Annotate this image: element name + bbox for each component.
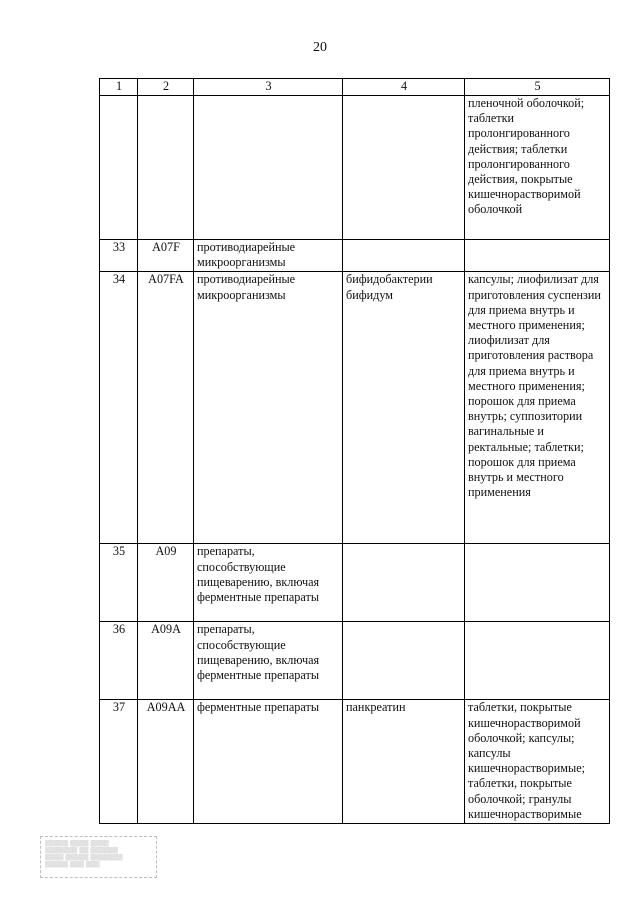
table-row bbox=[100, 544, 610, 622]
dosage-forms-cell bbox=[465, 544, 610, 622]
dosage-forms-cell bbox=[465, 622, 610, 700]
row-number-cell: 36 bbox=[100, 622, 138, 700]
column-header: 3 bbox=[194, 79, 343, 96]
dosage-forms-cell: таблетки, покрытые кишечнорастворимой оболочкой; капсулы; капсулы кишечнорастворимые; таблетки, покрытые оболочкой; гранулы кишечнорастворимые bbox=[465, 700, 610, 824]
dosage-forms-cell: пленочной оболочкой; таблетки пролонгированного действия; таблетки пролонгированного действия, покрытые кишечнорастворимой оболочкой bbox=[465, 96, 610, 240]
atc-code-cell: A09A bbox=[138, 622, 194, 700]
column-header: 4 bbox=[343, 79, 465, 96]
column-header: 1 bbox=[100, 79, 138, 96]
substance-cell bbox=[343, 240, 465, 272]
atc-code-cell bbox=[138, 96, 194, 240]
row-number-cell: 37 bbox=[100, 700, 138, 824]
group-cell: препараты, способствующие пищеварению, включая ферментные препараты bbox=[194, 544, 343, 622]
drug-table bbox=[99, 78, 610, 824]
page-number: 20 bbox=[313, 40, 327, 55]
substance-cell: бифидобактерии бифидум bbox=[343, 272, 465, 544]
row-number-cell bbox=[100, 96, 138, 240]
group-cell: ферментные препараты bbox=[194, 700, 343, 824]
dosage-forms-cell: капсулы; лиофилизат для приготовления суспензии для приема внутрь и местного применения; лиофилизат для приготовления раствора для приема внутрь и местного применения; порошок для приема внутрь; суппозитории вагинальные и ректальные; таблетки; порошок для приема внутрь и местного применения bbox=[465, 272, 610, 544]
registration-stamp: ▒▒▒▒▒ ▒▒▒▒ ▒▒▒▒ ▒▒▒▒▒▒▒ ▒▒ ▒▒▒▒▒▒ ▒▒▒▒ ▒▒▒▒▒ ▒▒▒▒▒▒▒ ▒▒▒▒▒ ▒▒▒ ▒▒▒ bbox=[40, 836, 157, 878]
column-header: 5 bbox=[465, 79, 610, 96]
table-row bbox=[100, 622, 610, 700]
atc-code-cell: A07F bbox=[138, 240, 194, 272]
substance-cell: панкреатин bbox=[343, 700, 465, 824]
group-cell: препараты, способствующие пищеварению, включая ферментные препараты bbox=[194, 622, 343, 700]
group-cell: противодиарейные микроорганизмы bbox=[194, 240, 343, 272]
substance-cell bbox=[343, 96, 465, 240]
dosage-forms-cell bbox=[465, 240, 610, 272]
group-cell bbox=[194, 96, 343, 240]
row-number-cell: 34 bbox=[100, 272, 138, 544]
substance-cell bbox=[343, 544, 465, 622]
atc-code-cell: A09 bbox=[138, 544, 194, 622]
table-row bbox=[100, 700, 610, 824]
table-row bbox=[100, 272, 610, 544]
atc-code-cell: A07FA bbox=[138, 272, 194, 544]
table-row bbox=[100, 240, 610, 272]
table-header-row bbox=[100, 79, 610, 96]
substance-cell bbox=[343, 622, 465, 700]
table-row bbox=[100, 96, 610, 240]
row-number-cell: 35 bbox=[100, 544, 138, 622]
column-header: 2 bbox=[138, 79, 194, 96]
row-number-cell: 33 bbox=[100, 240, 138, 272]
atc-code-cell: A09AA bbox=[138, 700, 194, 824]
group-cell: противодиарейные микроорганизмы bbox=[194, 272, 343, 544]
